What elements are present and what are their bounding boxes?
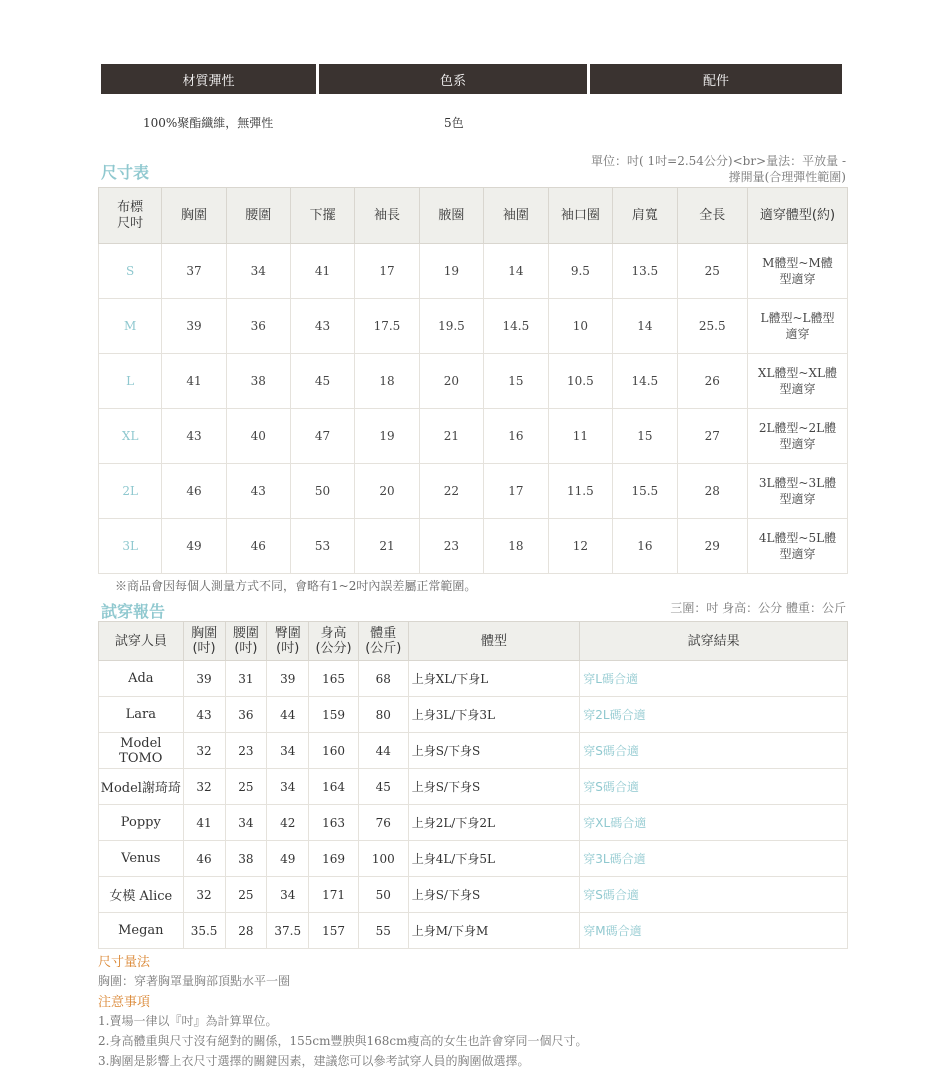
size-value: 14 bbox=[484, 244, 548, 299]
size-value: 47 bbox=[290, 409, 354, 464]
trial-value: 34 bbox=[267, 877, 309, 913]
size-disclaimer: ※商品會因每個人測量方式不同，會略有1~2吋內誤差屬正常範圍。 bbox=[115, 579, 477, 593]
size-value: 46 bbox=[226, 519, 290, 574]
trial-value: 39 bbox=[183, 661, 225, 697]
size-value: 39 bbox=[162, 299, 226, 354]
trial-value: 55 bbox=[358, 913, 408, 949]
tester-body-type: 上身4L/下身5L bbox=[408, 841, 580, 877]
trial-col-header: 體重 (公斤) bbox=[358, 622, 408, 661]
size-col-header: 腰圍 bbox=[226, 188, 290, 244]
trial-result: 穿S碼合適 bbox=[580, 733, 848, 769]
trial-result: 穿3L碼合適 bbox=[580, 841, 848, 877]
note-item-2: 2.身高體重與尺寸沒有絕對的關係，155cm豐腴與168cm瘦高的女生也許會穿同一個尺寸。 bbox=[98, 1034, 588, 1048]
trial-value: 50 bbox=[358, 877, 408, 913]
trial-value: 45 bbox=[358, 769, 408, 805]
trial-value: 44 bbox=[358, 733, 408, 769]
tester-body-type: 上身S/下身S bbox=[408, 769, 580, 805]
trial-col-header: 試穿結果 bbox=[580, 622, 848, 661]
trial-value: 36 bbox=[225, 697, 267, 733]
fit-body-type: 3L體型~3L體 型適穿 bbox=[747, 464, 847, 519]
size-value: 15.5 bbox=[613, 464, 677, 519]
size-value: 10 bbox=[548, 299, 612, 354]
tester-body-type: 上身S/下身S bbox=[408, 877, 580, 913]
trial-value: 34 bbox=[267, 733, 309, 769]
size-value: 43 bbox=[226, 464, 290, 519]
trial-col-header: 胸圍 (吋) bbox=[183, 622, 225, 661]
size-value: 41 bbox=[290, 244, 354, 299]
size-unit-note bbox=[591, 153, 846, 185]
tester-name: Model TOMO bbox=[99, 733, 184, 769]
size-col-header: 腋圈 bbox=[419, 188, 483, 244]
note-item-3: 3.胸圍是影響上衣尺寸選擇的關鍵因素，建議您可以參考試穿人員的胸圍做選擇。 bbox=[98, 1054, 530, 1068]
trial-value: 43 bbox=[183, 697, 225, 733]
trial-col-header: 臀圍 (吋) bbox=[267, 622, 309, 661]
size-col-header: 袖口圈 bbox=[548, 188, 612, 244]
fit-body-type: 2L體型~2L體 型適穿 bbox=[747, 409, 847, 464]
size-value: 45 bbox=[290, 354, 354, 409]
fit-body-type: 4L體型~5L體 型適穿 bbox=[747, 519, 847, 574]
trial-result: 穿M碼合適 bbox=[580, 913, 848, 949]
tester-body-type: 上身M/下身M bbox=[408, 913, 580, 949]
trial-report-title: 試穿報告 bbox=[101, 602, 166, 621]
notes-title: 注意事項 bbox=[98, 995, 151, 1010]
tester-body-type: 上身XL/下身L bbox=[408, 661, 580, 697]
tester-name: Poppy bbox=[99, 805, 184, 841]
size-value: 49 bbox=[162, 519, 226, 574]
trial-value: 41 bbox=[183, 805, 225, 841]
size-label: XL bbox=[99, 409, 162, 464]
trial-value: 25 bbox=[225, 769, 267, 805]
size-label: 2L bbox=[99, 464, 162, 519]
trial-value: 163 bbox=[309, 805, 359, 841]
size-value: 23 bbox=[419, 519, 483, 574]
size-value: 17 bbox=[484, 464, 548, 519]
size-col-header: 肩寬 bbox=[613, 188, 677, 244]
tester-name: Ada bbox=[99, 661, 184, 697]
size-value: 28 bbox=[677, 464, 747, 519]
trial-row bbox=[99, 913, 848, 949]
size-row bbox=[99, 354, 848, 409]
tester-name: Megan bbox=[99, 913, 184, 949]
measure-method-text: 胸圍：穿著胸罩量胸部頂點水平一圈 bbox=[98, 974, 291, 988]
trial-col-header: 體型 bbox=[408, 622, 580, 661]
size-col-header: 下擺 bbox=[290, 188, 354, 244]
trial-value: 80 bbox=[358, 697, 408, 733]
size-value: 15 bbox=[484, 354, 548, 409]
trial-row bbox=[99, 661, 848, 697]
size-value: 50 bbox=[290, 464, 354, 519]
size-value: 11.5 bbox=[548, 464, 612, 519]
size-value: 12 bbox=[548, 519, 612, 574]
size-value: 43 bbox=[290, 299, 354, 354]
fit-body-type: M體型~M體 型適穿 bbox=[747, 244, 847, 299]
size-label: L bbox=[99, 354, 162, 409]
trial-row bbox=[99, 877, 848, 913]
size-label: M bbox=[99, 299, 162, 354]
size-value: 14.5 bbox=[484, 299, 548, 354]
trial-value: 160 bbox=[309, 733, 359, 769]
trial-value: 44 bbox=[267, 697, 309, 733]
trial-value: 100 bbox=[358, 841, 408, 877]
trial-value: 34 bbox=[267, 769, 309, 805]
trial-value: 169 bbox=[309, 841, 359, 877]
trial-col-header: 試穿人員 bbox=[99, 622, 184, 661]
fit-body-type: XL體型~XL體 型適穿 bbox=[747, 354, 847, 409]
trial-value: 31 bbox=[225, 661, 267, 697]
size-row bbox=[99, 244, 848, 299]
size-value: 21 bbox=[355, 519, 419, 574]
size-value: 10.5 bbox=[548, 354, 612, 409]
trial-result: 穿S碼合適 bbox=[580, 877, 848, 913]
size-value: 25.5 bbox=[677, 299, 747, 354]
size-value: 22 bbox=[419, 464, 483, 519]
size-col-header: 布標 尺吋 bbox=[99, 188, 162, 244]
trial-row bbox=[99, 697, 848, 733]
trial-value: 32 bbox=[183, 769, 225, 805]
trial-col-header: 腰圍 (吋) bbox=[225, 622, 267, 661]
tester-name: 女模 Alice bbox=[99, 877, 184, 913]
size-value: 14.5 bbox=[613, 354, 677, 409]
trial-result: 穿S碼合適 bbox=[580, 769, 848, 805]
trial-result: 穿XL碼合適 bbox=[580, 805, 848, 841]
trial-result: 穿L碼合適 bbox=[580, 661, 848, 697]
trial-value: 164 bbox=[309, 769, 359, 805]
trial-value: 49 bbox=[267, 841, 309, 877]
trial-result: 穿2L碼合適 bbox=[580, 697, 848, 733]
size-value: 40 bbox=[226, 409, 290, 464]
tester-body-type: 上身2L/下身2L bbox=[408, 805, 580, 841]
size-value: 21 bbox=[419, 409, 483, 464]
size-value: 17 bbox=[355, 244, 419, 299]
trial-value: 32 bbox=[183, 733, 225, 769]
size-row bbox=[99, 299, 848, 354]
size-value: 53 bbox=[290, 519, 354, 574]
trial-value: 165 bbox=[309, 661, 359, 697]
size-col-header: 胸圍 bbox=[162, 188, 226, 244]
trial-value: 39 bbox=[267, 661, 309, 697]
trial-value: 157 bbox=[309, 913, 359, 949]
size-value: 17.5 bbox=[355, 299, 419, 354]
size-row bbox=[99, 464, 848, 519]
tester-name: Venus bbox=[99, 841, 184, 877]
size-chart-title: 尺寸表 bbox=[101, 163, 150, 182]
size-value: 18 bbox=[484, 519, 548, 574]
size-value: 46 bbox=[162, 464, 226, 519]
size-value: 27 bbox=[677, 409, 747, 464]
size-row bbox=[99, 519, 848, 574]
size-value: 18 bbox=[355, 354, 419, 409]
trial-unit-note: 三圍：吋 身高：公分 體重：公斤 bbox=[670, 601, 846, 615]
trial-value: 42 bbox=[267, 805, 309, 841]
tester-body-type: 上身S/下身S bbox=[408, 733, 580, 769]
trial-row bbox=[99, 769, 848, 805]
trial-row bbox=[99, 841, 848, 877]
trial-value: 25 bbox=[225, 877, 267, 913]
size-unit-note-line2: 撐開量(合理彈性範圍) bbox=[728, 170, 846, 184]
size-col-header: 袖圍 bbox=[484, 188, 548, 244]
trial-value: 171 bbox=[309, 877, 359, 913]
header-color: 色系 bbox=[319, 64, 587, 94]
fit-body-type: L體型~L體型 適穿 bbox=[747, 299, 847, 354]
trial-value: 76 bbox=[358, 805, 408, 841]
measure-method-title: 尺寸量法 bbox=[98, 955, 151, 970]
size-value: 26 bbox=[677, 354, 747, 409]
trial-value: 37.5 bbox=[267, 913, 309, 949]
size-value: 14 bbox=[613, 299, 677, 354]
trial-row bbox=[99, 805, 848, 841]
size-value: 16 bbox=[613, 519, 677, 574]
size-value: 19 bbox=[355, 409, 419, 464]
header-accessory: 配件 bbox=[590, 64, 842, 94]
trial-col-header: 身高 (公分) bbox=[309, 622, 359, 661]
trial-value: 68 bbox=[358, 661, 408, 697]
size-value: 41 bbox=[162, 354, 226, 409]
trial-value: 28 bbox=[225, 913, 267, 949]
size-value: 19 bbox=[419, 244, 483, 299]
size-row bbox=[99, 409, 848, 464]
size-value: 20 bbox=[419, 354, 483, 409]
size-col-header: 適穿體型(約) bbox=[747, 188, 847, 244]
trial-value: 32 bbox=[183, 877, 225, 913]
size-value: 29 bbox=[677, 519, 747, 574]
material-value: 100%聚酯纖維，無彈性 bbox=[143, 116, 274, 130]
trial-value: 23 bbox=[225, 733, 267, 769]
size-value: 34 bbox=[226, 244, 290, 299]
size-col-header: 袖長 bbox=[355, 188, 419, 244]
tester-name: Lara bbox=[99, 697, 184, 733]
size-value: 15 bbox=[613, 409, 677, 464]
trial-row bbox=[99, 733, 848, 769]
size-value: 16 bbox=[484, 409, 548, 464]
tester-body-type: 上身3L/下身3L bbox=[408, 697, 580, 733]
size-label: S bbox=[99, 244, 162, 299]
size-value: 11 bbox=[548, 409, 612, 464]
trial-value: 34 bbox=[225, 805, 267, 841]
size-label: 3L bbox=[99, 519, 162, 574]
color-value: 5色 bbox=[444, 116, 464, 130]
size-value: 25 bbox=[677, 244, 747, 299]
size-value: 19.5 bbox=[419, 299, 483, 354]
size-value: 43 bbox=[162, 409, 226, 464]
size-table bbox=[98, 187, 848, 574]
size-value: 36 bbox=[226, 299, 290, 354]
trial-value: 46 bbox=[183, 841, 225, 877]
size-value: 37 bbox=[162, 244, 226, 299]
header-material: 材質彈性 bbox=[101, 64, 316, 94]
size-value: 9.5 bbox=[548, 244, 612, 299]
trial-value: 38 bbox=[225, 841, 267, 877]
trial-table bbox=[98, 621, 848, 949]
size-value: 20 bbox=[355, 464, 419, 519]
size-col-header: 全長 bbox=[677, 188, 747, 244]
tester-name: Model謝琦琦 bbox=[99, 769, 184, 805]
size-value: 38 bbox=[226, 354, 290, 409]
trial-value: 159 bbox=[309, 697, 359, 733]
size-value: 13.5 bbox=[613, 244, 677, 299]
note-item-1: 1.賣場一律以『吋』為計算單位。 bbox=[98, 1014, 278, 1028]
size-unit-note-line1: 單位：吋( 1吋=2.54公分)<br>量法：平放量 - bbox=[591, 154, 846, 168]
trial-value: 35.5 bbox=[183, 913, 225, 949]
